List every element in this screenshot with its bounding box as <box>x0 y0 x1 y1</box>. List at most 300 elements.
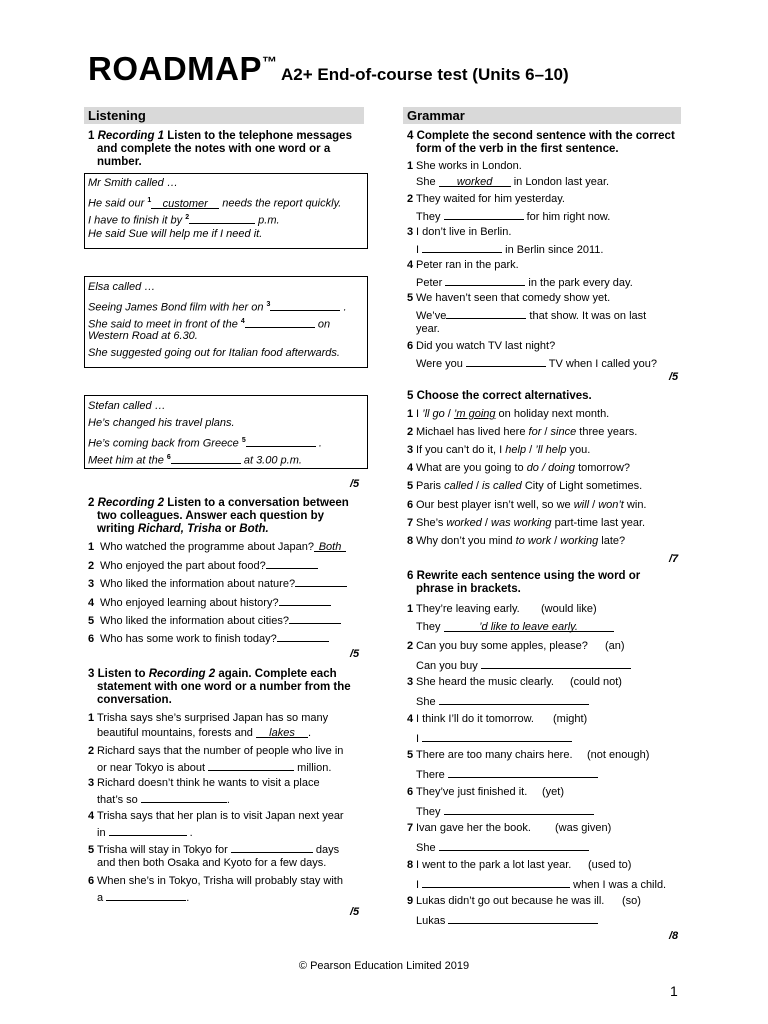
q3-text-c: . <box>307 727 312 739</box>
q5-alternatives-row <box>407 462 630 475</box>
q2-answer-blank-2[interactable] <box>266 558 318 569</box>
q1-text-2: and complete the notes with one word or a <box>97 143 331 155</box>
q4-answer-blank-3[interactable] <box>422 242 502 253</box>
q3-answer-blank-2[interactable] <box>208 760 294 771</box>
q2-question-row <box>88 541 346 554</box>
q4-rewrite-start: Were you <box>416 358 466 370</box>
q5-text-1: Choose the correct alternatives. <box>413 390 592 402</box>
q6-rewrite-start: Lukas <box>416 915 449 927</box>
q6-sentence-rewrite <box>416 767 598 782</box>
q6-answer-blank-7[interactable] <box>439 840 589 851</box>
q6-original-text: There are too many chairs here. <box>416 749 573 761</box>
q2-text-2: two colleagues. Answer each question by <box>97 510 325 522</box>
q4-original-text: Did you watch TV last night? <box>416 340 556 352</box>
gap-5-answer[interactable] <box>246 436 316 447</box>
box1-l3b: p.m. <box>255 214 280 227</box>
q5-option[interactable]: for <box>528 426 542 438</box>
q6-sentence-original <box>407 786 527 799</box>
gap-number-4: 4 <box>240 318 245 325</box>
q5-instructions <box>407 390 683 403</box>
q3-text-a: Trisha says she’s surprised Japan has so many <box>97 712 329 724</box>
q4-rewrite-start: Peter <box>416 277 446 289</box>
q3-number: 3 <box>88 668 95 680</box>
q5-text: on holiday next month. <box>495 408 610 420</box>
q3-text-b: or near Tokyo is about <box>97 762 209 774</box>
q5-option[interactable]: worked <box>446 517 482 529</box>
q6-hint: (yet) <box>542 786 564 798</box>
q4-item-number: 4 <box>407 259 414 271</box>
q3-answer-blank-4[interactable] <box>109 825 187 836</box>
q6-original-text: They’re leaving early. <box>416 603 520 615</box>
q3-instructions <box>88 668 364 707</box>
q3-item-number: 6 <box>88 875 95 887</box>
q3-text-a: When she’s in Tokyo, Trisha will probably stay with <box>97 875 343 887</box>
q2-text-1: Listen to a conversation between <box>164 497 349 509</box>
q4-sentence-original <box>407 193 565 206</box>
q5-number: 5 <box>407 390 414 402</box>
q4-sentence-rewrite <box>416 209 610 224</box>
q4-rewrite-end: in London last year. <box>510 176 610 188</box>
q5-alternatives-row <box>407 517 645 530</box>
q6-sentence-original <box>407 603 520 616</box>
q5-text: If you can’t do it, I <box>416 444 506 456</box>
gap-number-6: 6 <box>166 454 171 461</box>
q4-item-number: 6 <box>407 340 414 352</box>
q6-hint: (not enough) <box>587 749 650 761</box>
q6-score: /8 <box>669 930 679 942</box>
q5-text: Why don’t you mind <box>416 535 516 547</box>
q4-rewrite-end: for him right now. <box>523 211 611 223</box>
q4-sentence-rewrite <box>416 356 657 371</box>
q6-rewrite-end: when I was a child. <box>570 879 667 891</box>
q6-sentence-rewrite <box>416 694 589 709</box>
q6-answer-blank-5[interactable] <box>448 767 598 778</box>
q3-item-number: 5 <box>88 844 95 856</box>
q3-text-b: in <box>97 827 109 839</box>
q3-text-1a: Listen to <box>94 668 149 680</box>
q5-option[interactable]: ’m going <box>453 408 496 420</box>
q4-rewrite-end: that show. It was on last <box>526 310 647 322</box>
page-number: 1 <box>670 983 678 999</box>
q6-sentence-rewrite <box>416 877 666 892</box>
q6-sentence-original <box>407 713 534 726</box>
q5-text: / <box>526 444 536 456</box>
q1-text-3: number. <box>97 156 142 168</box>
q5-text: / <box>589 499 599 511</box>
q6-item-number: 8 <box>407 859 414 871</box>
q4-rewrite-start: She <box>416 176 439 188</box>
box2-l2b: . <box>340 301 347 314</box>
q4-rewrite-start: They <box>416 211 444 223</box>
q4-answer-blank-2[interactable] <box>444 209 524 220</box>
section-heading-grammar: Grammar <box>403 107 681 124</box>
section-heading-listening: Listening <box>84 107 364 124</box>
q2-answer-blank-3[interactable] <box>295 576 347 587</box>
q3-recording: Recording 2 <box>148 668 216 680</box>
gap-4-answer[interactable] <box>245 317 315 328</box>
q2-item-number: 2 <box>88 560 95 572</box>
box3-l4b: at 3.00 p.m. <box>240 454 302 467</box>
q6-rewrite-start: Can you buy <box>416 660 481 672</box>
q6-sentence-rewrite <box>416 621 614 634</box>
q3-statement-line-1 <box>88 875 343 888</box>
q6-item-number: 4 <box>407 713 414 725</box>
q5-text: win. <box>623 499 647 511</box>
q3-text-a: Trisha says that her plan is to visit Japan next year <box>97 810 344 822</box>
q3-statement-line-1 <box>88 745 343 758</box>
q6-item-number: 7 <box>407 822 414 834</box>
q3-text-3: conversation. <box>97 694 172 706</box>
q2-item-number: 5 <box>88 615 95 627</box>
q6-original-text: She heard the music clearly. <box>416 676 554 688</box>
q2-both: Both. <box>239 523 269 535</box>
q6-answer-blank-1[interactable]: ’d like to leave early. <box>444 621 614 632</box>
q6-item-number: 2 <box>407 640 414 652</box>
gap-number-3: 3 <box>266 301 271 308</box>
q3-statement-line-2 <box>97 792 230 807</box>
q3-item-number: 1 <box>88 712 95 724</box>
q4-rewrite-end: in Berlin since 2011. <box>502 244 604 256</box>
q5-text: / <box>472 480 483 492</box>
q5-text: / <box>541 426 551 438</box>
q4-item-number: 5 <box>407 292 414 304</box>
q5-item-number: 6 <box>407 499 414 511</box>
q3-statement-line-1 <box>88 842 339 857</box>
q4-rewrite-end: in the park every day. <box>525 277 633 289</box>
q5-score: /7 <box>669 553 679 565</box>
q5-option[interactable]: working <box>560 535 599 547</box>
q4-sentence-rewrite <box>416 176 609 189</box>
q6-sentence-rewrite <box>416 913 598 928</box>
box2-line-1: Elsa called … <box>88 281 156 293</box>
q5-option[interactable]: ’ll go <box>422 408 445 420</box>
q4-item-number: 3 <box>407 226 414 238</box>
q2-or: or <box>221 523 240 535</box>
q6-answer-blank-9[interactable] <box>448 913 598 924</box>
q3-text-a: Richard says that the number of people who live in <box>97 745 344 757</box>
q2-question-row <box>88 576 347 591</box>
q5-text: Paris <box>416 480 445 492</box>
q5-text: tomorrow? <box>575 462 631 474</box>
q2-names: Richard, Trisha <box>137 523 222 535</box>
q3-text-c: . <box>186 892 190 904</box>
q2-item-number: 3 <box>88 578 95 590</box>
q4-number: 4 <box>407 130 414 142</box>
q5-alternatives-row <box>407 408 609 421</box>
q3-statement-line-1 <box>88 810 344 823</box>
q3-text-b: and then both Osaka and Kyoto for a few days. <box>97 857 327 869</box>
q3-text-a2: days <box>312 844 340 856</box>
q5-option[interactable]: to work <box>515 535 552 547</box>
q6-original-text: I think I’ll do it tomorrow. <box>416 713 534 725</box>
q5-alternatives-row <box>407 444 590 457</box>
q5-option[interactable]: will <box>573 499 590 511</box>
q6-original-text: They’ve just finished it. <box>416 786 528 798</box>
q5-text: What are you going to <box>416 462 527 474</box>
q6-original-text: Lukas didn’t go out because he was ill. <box>416 895 605 907</box>
q5-text: late? <box>598 535 626 547</box>
gap-6-answer[interactable] <box>171 453 241 464</box>
logo-title: ROADMAP <box>88 50 262 87</box>
q4-sentence-original <box>407 340 555 353</box>
q5-text: Our best player isn’t well, so we <box>416 499 574 511</box>
box3-l3b: . <box>315 437 322 450</box>
q4-sentence-rewrite-cont: year. <box>416 323 440 335</box>
q5-item-number: 2 <box>407 426 414 438</box>
q3-answer-blank-3[interactable] <box>141 792 227 803</box>
q4-item-number: 1 <box>407 160 414 172</box>
q2-number: 2 <box>88 497 95 509</box>
q4-answer-blank-4[interactable] <box>445 275 525 286</box>
q6-answer-blank-6[interactable] <box>444 804 594 815</box>
q6-sentence-rewrite <box>416 731 572 746</box>
q3-item-number: 3 <box>88 777 95 789</box>
box1-l2a: He said our <box>88 197 148 210</box>
q5-option[interactable]: ’ll help <box>535 444 567 456</box>
q6-hint: (could not) <box>570 676 622 688</box>
q6-hint: (was given) <box>555 822 612 834</box>
q2-answer-blank-6[interactable] <box>277 631 329 642</box>
q5-option[interactable]: was working <box>491 517 552 529</box>
q3-text-2: statement with one word or a number from the <box>97 681 351 693</box>
q2-answer-blank-5[interactable] <box>289 613 341 624</box>
q6-sentence-rewrite <box>416 804 594 819</box>
q6-hint: (would like) <box>541 603 597 615</box>
q2-item-text: Who liked the information about nature? <box>100 578 296 590</box>
q3-statement-line-2 <box>97 825 193 840</box>
q6-instructions <box>407 570 683 596</box>
q4-answer-blank-5[interactable] <box>446 308 526 319</box>
q4-instructions <box>407 130 683 156</box>
q2-question-row <box>88 631 329 646</box>
gap-number-1: 1 <box>147 197 152 204</box>
q6-hint: (so) <box>622 895 641 907</box>
q6-text-2: phrase in brackets. <box>416 583 521 595</box>
q2-answer-blank-4[interactable] <box>279 595 331 606</box>
q6-rewrite-start: She <box>416 842 439 854</box>
q6-sentence-original <box>407 676 554 689</box>
box1-line-1: Mr Smith called … <box>88 177 178 189</box>
q3-text-b: a <box>97 892 107 904</box>
q5-item-number: 4 <box>407 462 414 474</box>
q3-item-number: 4 <box>88 810 95 822</box>
q5-text: you. <box>566 444 591 456</box>
box1-l2b: needs the report quickly. <box>219 197 342 210</box>
q4-sentence-rewrite <box>416 308 646 323</box>
q5-option[interactable]: called <box>444 480 473 492</box>
q6-rewrite-start: They <box>416 806 444 818</box>
box2-l2a: Seeing James Bond film with her on <box>88 301 267 314</box>
q3-text-b: that’s so <box>97 794 141 806</box>
q5-item-number: 3 <box>407 444 414 456</box>
q6-hint: (an) <box>605 640 625 652</box>
q5-item-number: 5 <box>407 480 414 492</box>
q6-rewrite-start: There <box>416 769 448 781</box>
box3-line-3 <box>88 434 322 451</box>
q2-item-text: Who enjoyed the part about food? <box>100 560 266 572</box>
box3-line-1: Stefan called … <box>88 400 166 412</box>
gap-number-2: 2 <box>185 214 190 221</box>
q2-item-text: Who enjoyed learning about history? <box>100 597 279 609</box>
q5-text: Michael has lived here <box>416 426 529 438</box>
q4-sentence-original <box>407 226 511 239</box>
q5-option[interactable]: won’t <box>598 499 624 511</box>
q5-option[interactable]: is called <box>482 480 522 492</box>
test-subtitle: A2+ End-of-course test (Units 6–10) <box>281 65 569 84</box>
gap-1-answer[interactable]: customer <box>151 198 219 209</box>
q6-rewrite-start: She <box>416 696 439 708</box>
q6-rewrite-start: I <box>416 879 423 891</box>
q2-question-row <box>88 595 331 610</box>
q4-sentence-rewrite <box>416 242 603 257</box>
q4-text-1: Complete the second sentence with the correct <box>413 130 675 142</box>
q6-answer-blank-4[interactable] <box>422 731 572 742</box>
q6-number: 6 <box>407 570 414 582</box>
q2-text-3: writing <box>97 523 138 535</box>
q6-hint: (used to) <box>588 859 632 871</box>
q6-sentence-rewrite <box>416 840 589 855</box>
q6-sentence-original <box>407 859 571 872</box>
q3-statement-line-2 <box>97 727 311 740</box>
box3-l3a: He’s coming back from Greece <box>88 437 242 450</box>
q6-sentence-rewrite <box>416 658 631 673</box>
q3-text-c: . <box>186 827 193 839</box>
q4-sentence-original <box>407 292 610 305</box>
trademark-symbol: ™ <box>262 54 277 71</box>
box3-line-2: He’s changed his travel plans. <box>88 417 235 429</box>
q6-original-text: I went to the park a lot last year. <box>416 859 572 871</box>
q4-original-text: Peter ran in the park. <box>416 259 519 271</box>
q5-text: City of Light sometimes. <box>521 480 643 492</box>
q2-item-text: Who liked the information about cities? <box>100 615 289 627</box>
q2-item-number: 4 <box>88 597 95 609</box>
q2-item-text: Who has some work to finish today? <box>100 633 277 645</box>
box3-l4a: Meet him at the <box>88 454 167 467</box>
gap-2-answer[interactable] <box>189 213 255 224</box>
q3-text-a: Trisha will stay in Tokyo for <box>97 844 231 856</box>
q5-option[interactable]: help <box>505 444 527 456</box>
q1-instructions <box>88 130 364 169</box>
q3-statement-line-1 <box>88 712 328 725</box>
q3-score: /5 <box>350 906 360 918</box>
q5-item-number: 7 <box>407 517 414 529</box>
q6-item-number: 3 <box>407 676 414 688</box>
q6-hint: (might) <box>553 713 588 725</box>
box1-l3a: I have to finish it by <box>88 214 186 227</box>
q4-rewrite-end: TV when I called you? <box>545 358 658 370</box>
q5-text: / <box>444 408 454 420</box>
q6-answer-blank-3[interactable] <box>439 694 589 705</box>
box2-l3b: on <box>314 318 331 331</box>
q1-recording: Recording 1 <box>97 130 165 142</box>
q4-text-2: form of the verb in the first sentence. <box>416 143 619 155</box>
q6-sentence-original <box>407 895 604 908</box>
q3-text-b: beautiful mountains, forests and <box>97 727 256 739</box>
q3-answer-blank-1[interactable]: lakes <box>256 727 308 738</box>
q5-option[interactable]: do / doing <box>526 462 576 474</box>
q2-item-number: 1 <box>88 541 95 553</box>
q4-score: /5 <box>669 371 679 383</box>
box1-line-2 <box>88 194 341 211</box>
box2-line-4: Western Road at 6.30. <box>88 330 198 342</box>
q3-answer-blank-5[interactable] <box>231 842 313 853</box>
q5-item-number: 8 <box>407 535 414 547</box>
q4-original-text: We haven’t seen that comedy show yet. <box>416 292 611 304</box>
gap-3-answer[interactable] <box>270 300 340 311</box>
q3-text-c: . <box>226 794 230 806</box>
q5-text: / <box>481 517 492 529</box>
q3-text-c: million. <box>294 762 332 774</box>
box1-line-3 <box>88 211 280 228</box>
q6-rewrite-start: They <box>416 621 444 633</box>
q5-text: I <box>416 408 423 420</box>
q4-original-text: They waited for him yesterday. <box>416 193 565 205</box>
q2-question-row <box>88 613 341 628</box>
q4-item-number: 2 <box>407 193 414 205</box>
box1-line-4: He said Sue will help me if I need it. <box>88 228 263 240</box>
q5-text: / <box>551 535 561 547</box>
q2-score: /5 <box>350 648 360 660</box>
copyright-footer: © Pearson Education Limited 2019 <box>298 960 470 972</box>
q4-original-text: She works in London. <box>416 160 522 172</box>
q4-answer-blank-6[interactable] <box>466 356 546 367</box>
q6-text-1: Rewrite each sentence using the word or <box>413 570 641 582</box>
q6-answer-blank-2[interactable] <box>481 658 631 669</box>
q6-rewrite-start: I <box>416 733 423 745</box>
q6-item-number: 6 <box>407 786 414 798</box>
q2-answer-blank-1[interactable]: Both <box>314 541 346 552</box>
q6-original-text: Can you buy some apples, please? <box>416 640 588 652</box>
q2-question-row <box>88 558 318 573</box>
q6-item-number: 9 <box>407 895 414 907</box>
q4-rewrite-start: We’ve <box>416 310 447 322</box>
q4-original-text: I don’t live in Berlin. <box>416 226 512 238</box>
q5-alternatives-row <box>407 499 647 512</box>
box2-line-2 <box>88 298 347 315</box>
q2-item-text: Who watched the programme about Japan? <box>100 541 315 553</box>
q6-answer-blank-8[interactable] <box>422 877 570 888</box>
q6-sentence-original <box>407 749 573 762</box>
q4-sentence-original <box>407 259 519 272</box>
q5-item-number: 1 <box>407 408 414 420</box>
q4-answer-blank-1[interactable]: worked <box>439 176 511 187</box>
q5-text: three years. <box>576 426 638 438</box>
q3-statement-line-2 <box>97 760 331 775</box>
q6-sentence-original <box>407 640 588 653</box>
q3-statement-line-1 <box>88 777 320 790</box>
box2-l3a: She said to meet in front of the <box>88 318 241 331</box>
q3-statement-line-2 <box>97 890 189 905</box>
q3-text-a: Richard doesn’t think he wants to visit a place <box>97 777 320 789</box>
q1-number: 1 <box>88 130 95 142</box>
box2-line-5: She suggested going out for Italian food afterwards. <box>88 347 340 359</box>
q6-sentence-original <box>407 822 531 835</box>
q4-rewrite-start: I <box>416 244 423 256</box>
q5-text: She’s <box>416 517 447 529</box>
q4-sentence-rewrite <box>416 275 633 290</box>
q5-option[interactable]: since <box>550 426 577 438</box>
gap-number-5: 5 <box>241 437 246 444</box>
q2-recording: Recording 2 <box>97 497 165 509</box>
q5-text: part-time last year. <box>551 517 646 529</box>
q1-score: /5 <box>350 478 360 490</box>
q6-item-number: 1 <box>407 603 414 615</box>
q6-original-text: Ivan gave her the book. <box>416 822 531 834</box>
q3-answer-blank-6[interactable] <box>106 890 186 901</box>
q5-alternatives-row <box>407 535 625 548</box>
q5-alternatives-row <box>407 480 642 493</box>
q2-instructions <box>88 497 364 536</box>
